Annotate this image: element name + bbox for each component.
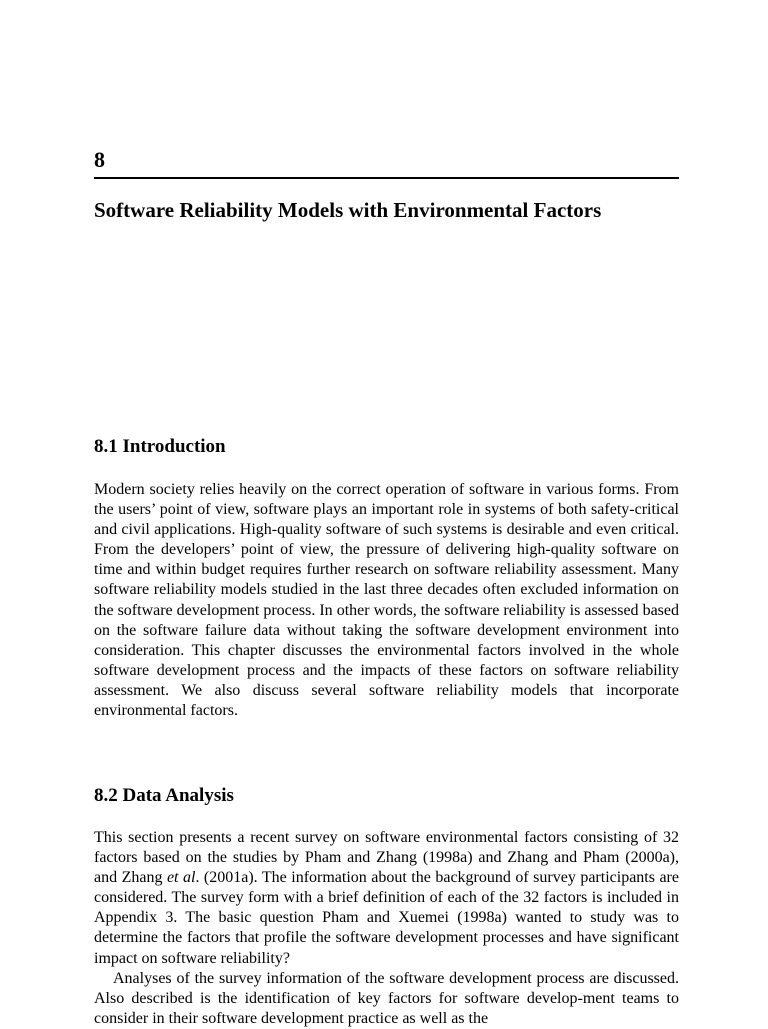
- section-heading-data-analysis: 8.2 Data Analysis: [94, 785, 234, 806]
- paragraph-text: . (2001a). The information about the background of survey participants are considered. The survey form with a brief definition of each of the 32 factors is included in Appendix 3. The basic question Pham and Xuemei (1998a) wanted to study was to determine the factors that profile the software development processes and have significant impact on software reliability?: [94, 869, 679, 967]
- data-analysis-paragraph-1: [94, 828, 679, 969]
- chapter-title: Software Reliability Models with Environmental Factors: [94, 198, 602, 222]
- italic-text: et al: [166, 869, 196, 887]
- introduction-paragraph: Modern society relies heavily on the correct operation of software in various forms. From the users’ point of view, software plays an important role in systems of both safety-critical and civil applications. High-quality software of such systems is desirable and even critical. From the developers’ point of view, the pressure of delivering high-quality software on time and within budget requires further research on software reliability assessment. Many software reliability models studied in the last three decades often excluded information on the software development process. In other words, the software reliability is assessed based on the software failure data without taking the software development environment into consideration. This chapter discusses the environmental factors involved in the whole software development process and the impacts of these factors on software reliability assessment. We also discuss several software reliability models that incorporate environmental factors.: [94, 481, 679, 720]
- paragraph-text: This section presents a recent survey on software environmental factors consisting of 32 factors based on the studies by Pham and Zhang (1998a) and Zhang and Pham (2000a), and Zhang: [94, 829, 679, 887]
- chapter-number: 8: [94, 147, 105, 172]
- data-analysis-paragraph-2: Analyses of the survey information of the software development process are discussed. Also described is the identification of key factors for software develop-ment teams to consider in their software development practice as well as the: [94, 970, 679, 1028]
- section-heading-introduction: 8.1 Introduction: [94, 436, 226, 457]
- chapter-divider-rule: [94, 177, 679, 179]
